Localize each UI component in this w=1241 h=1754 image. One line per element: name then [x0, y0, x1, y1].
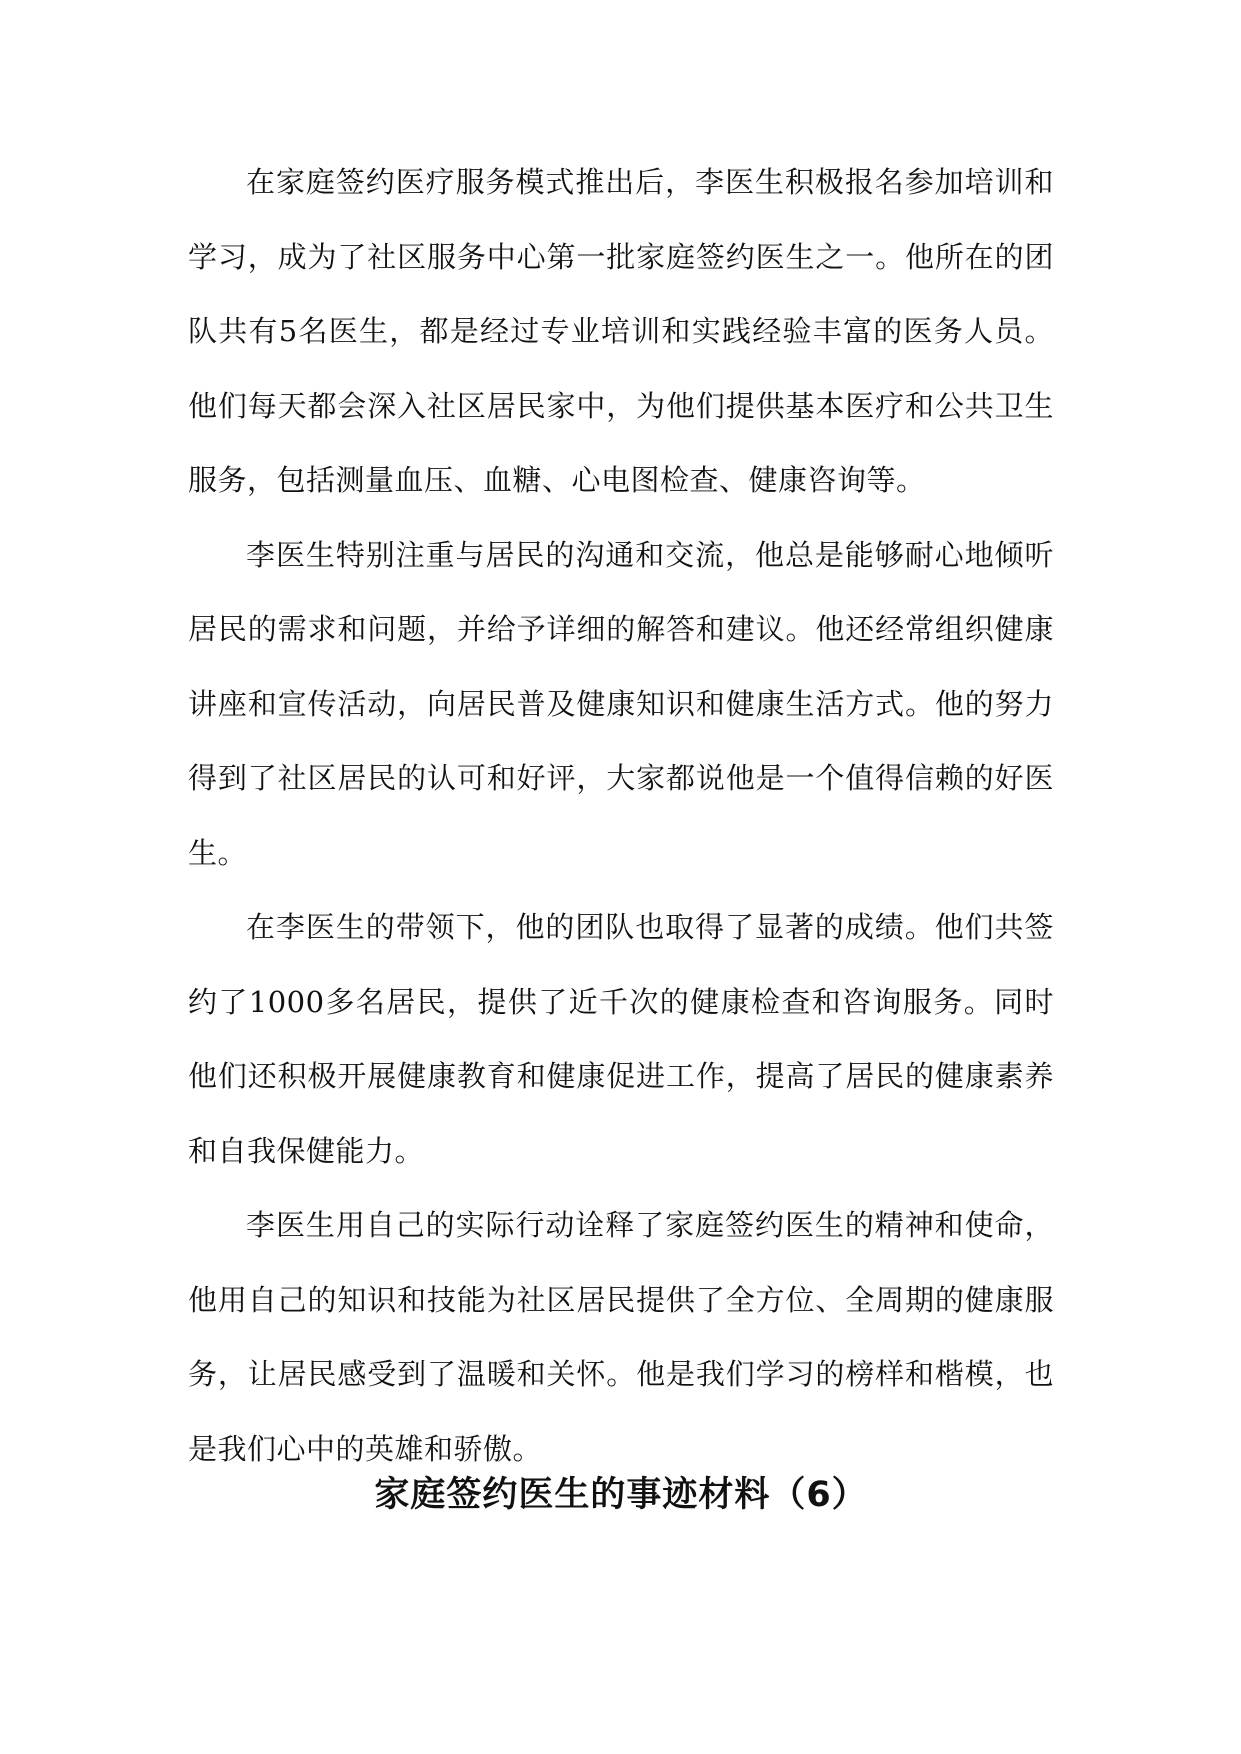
paragraph-4: 李医生用自己的实际行动诠释了家庭签约医生的精神和使命，他用自己的知识和技能为社区居民提供了全方位、全周期的健康服务，让居民感受到了温暖和关怀。他是我们学习的榜样和楷模，也是我们心中的英雄和骄傲。 [188, 1208, 1054, 1466]
paragraph-2: 李医生特别注重与居民的沟通和交流，他总是能够耐心地倾听居民的需求和问题，并给予详细的解答和建议。他还经常组织健康讲座和宣传活动，向居民普及健康知识和健康生活方式。他的努力得到了社区居民的认可和好评，大家都说他是一个值得信赖的好医生。 [188, 537, 1054, 870]
body-text [188, 145, 1054, 1486]
paragraph-1: 在家庭签约医疗服务模式推出后，李医生积极报名参加培训和学习，成为了社区服务中心第一批家庭签约医生之一。他所在的团队共有5名医生，都是经过专业培训和实践经验丰富的医务人员。他们每天都会深入社区居民家中，为他们提供基本医疗和公共卫生服务，包括测量血压、血糖、心电图检查、健康咨询等。 [188, 165, 1054, 497]
paragraph-3: 在李医生的带领下，他的团队也取得了显著的成绩。他们共签约了1000多名居民，提供了近千次的健康检查和咨询服务。同时他们还积极开展健康教育和健康促进工作，提高了居民的健康素养和自我保健能力。 [188, 910, 1054, 1168]
section-heading: 家庭签约医生的事迹材料（6） [374, 1475, 868, 1515]
